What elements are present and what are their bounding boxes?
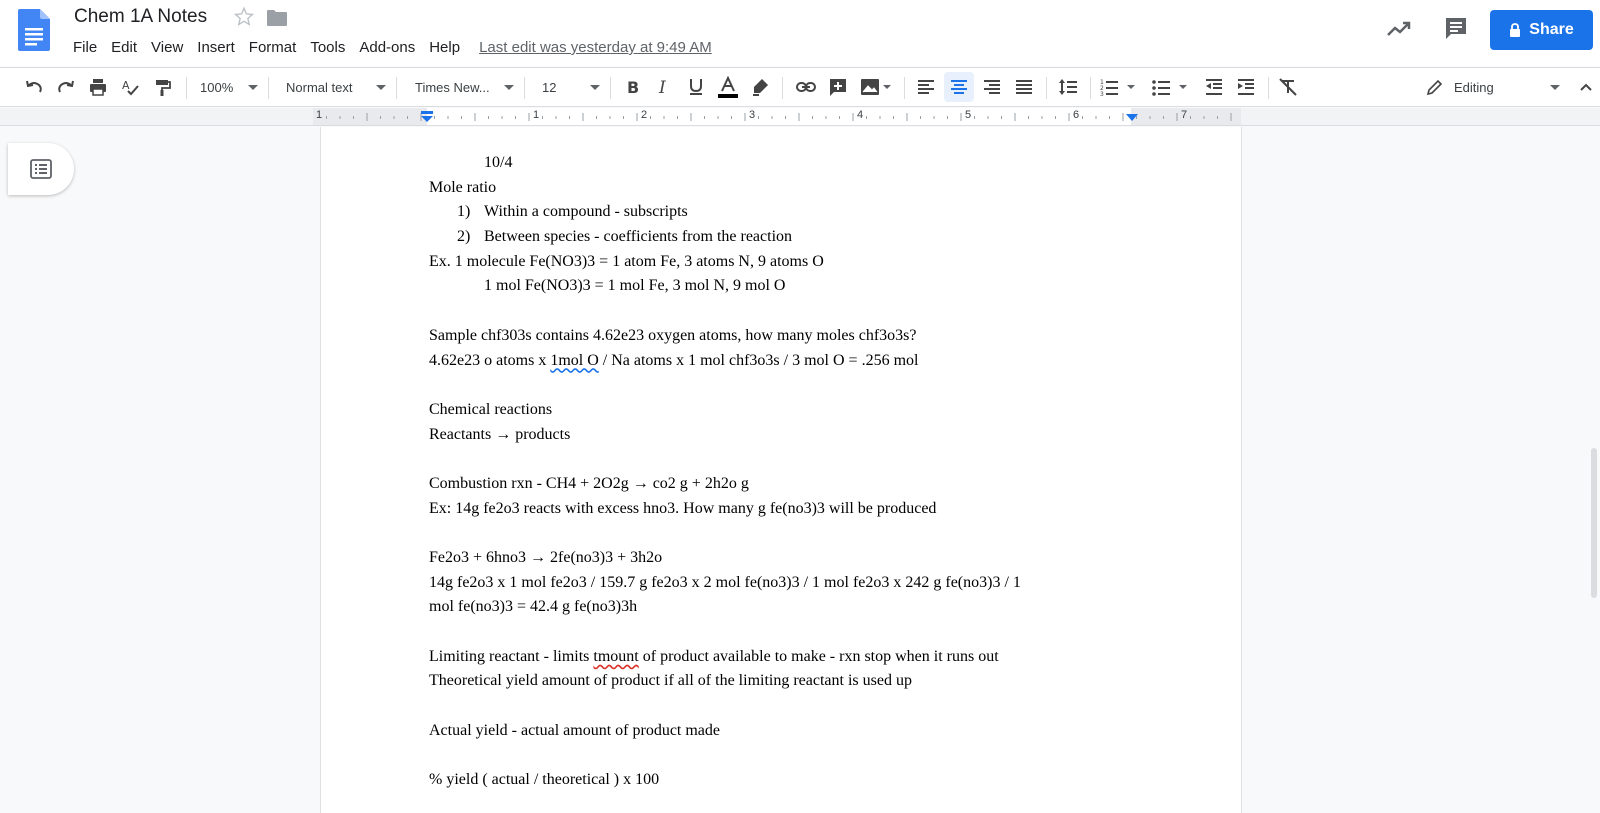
text-run: / Na atoms x 1 mol chf3o3s / 3 mol O = .256 mol xyxy=(598,351,919,369)
document-body[interactable] xyxy=(429,151,1129,793)
svg-text:3: 3 xyxy=(1100,91,1104,97)
justify-button[interactable] xyxy=(1010,68,1038,106)
menu-edit[interactable]: Edit xyxy=(111,39,138,56)
document-outline-button[interactable] xyxy=(8,143,74,195)
bold-icon xyxy=(622,77,642,97)
toolbar-divider xyxy=(610,77,611,99)
svg-text:A: A xyxy=(122,79,130,92)
comment-history-icon[interactable] xyxy=(1443,15,1469,41)
ruler[interactable] xyxy=(0,108,1600,126)
highlight-icon xyxy=(750,77,770,97)
outline-list-icon xyxy=(30,159,52,179)
text-line: Fe2o3 + 6hno3 → 2fe(no3)3 + 3h2o xyxy=(429,549,663,566)
text-color-button[interactable] xyxy=(714,68,742,106)
link-icon xyxy=(795,77,817,97)
paint-format-icon xyxy=(152,77,172,97)
chevron-down-icon xyxy=(248,85,258,90)
menu-help[interactable]: Help xyxy=(429,39,461,56)
insert-image-button[interactable] xyxy=(856,68,896,106)
lock-icon xyxy=(1509,23,1521,37)
list-text: Between species - coefficients from the reaction xyxy=(484,228,793,246)
align-right-icon xyxy=(982,77,1002,97)
print-button[interactable] xyxy=(84,68,112,106)
title-bar xyxy=(0,0,1600,66)
font-size-value: 12 xyxy=(542,79,557,95)
zoom-select[interactable] xyxy=(196,68,258,106)
redo-icon xyxy=(56,77,76,97)
line-spacing-button[interactable] xyxy=(1054,68,1082,106)
increase-indent-button[interactable] xyxy=(1232,68,1260,106)
italic-button[interactable] xyxy=(650,68,678,106)
increase-indent-icon xyxy=(1236,77,1256,97)
docs-logo-icon[interactable] xyxy=(18,9,50,51)
font-family-select[interactable] xyxy=(410,68,514,106)
ruler-label: 5 xyxy=(965,109,972,121)
text-run: Limiting reactant - limits xyxy=(429,647,594,665)
text-color-icon xyxy=(717,76,739,98)
list-item xyxy=(429,225,1129,250)
paint-format-button[interactable] xyxy=(148,68,176,106)
align-center-button[interactable] xyxy=(944,72,974,102)
undo-icon xyxy=(24,77,44,97)
ruler-label: 7 xyxy=(1181,109,1188,121)
toolbar-divider xyxy=(1046,77,1047,99)
ruler-label: 2 xyxy=(641,109,648,121)
zoom-value: 100% xyxy=(200,79,234,95)
chevron-down-icon xyxy=(590,85,600,90)
grammar-suggestion[interactable]: 1mol O xyxy=(550,351,599,369)
menu-insert[interactable]: Insert xyxy=(197,39,235,56)
text-run: 4.62e23 o atoms x xyxy=(429,351,551,369)
document-title[interactable]: Chem 1A Notes xyxy=(74,6,208,27)
redo-button[interactable] xyxy=(52,68,80,106)
numbered-list-button[interactable] xyxy=(1096,68,1142,106)
image-icon xyxy=(860,77,892,97)
menu-format[interactable]: Format xyxy=(248,39,297,56)
text-line: Actual yield - actual amount of product made xyxy=(429,721,721,739)
toolbar-divider xyxy=(186,77,187,99)
clear-formatting-icon xyxy=(1278,77,1298,97)
text-run: of product available to make - rxn stop when it runs out xyxy=(638,647,999,665)
text-line: Reactants → products xyxy=(429,425,571,443)
underline-icon xyxy=(686,77,706,97)
svg-text:B: B xyxy=(627,78,640,97)
align-right-button[interactable] xyxy=(978,68,1006,106)
list-number: 1) xyxy=(457,203,471,221)
formatting-toolbar xyxy=(0,67,1600,107)
add-comment-icon xyxy=(828,77,848,97)
blank-line xyxy=(429,447,1129,472)
ruler-label: 3 xyxy=(749,109,756,121)
align-center-icon xyxy=(949,77,969,97)
paragraph-style-value: Normal text xyxy=(286,79,353,95)
bold-button[interactable] xyxy=(618,68,646,106)
underline-button[interactable] xyxy=(682,68,710,106)
bulleted-list-button[interactable] xyxy=(1148,68,1194,106)
editing-mode-value: Editing xyxy=(1454,79,1494,95)
text-line: Ex: 14g fe2o3 reacts with excess hno3. How many g fe(no3)3 will be produced xyxy=(429,499,937,517)
print-icon xyxy=(88,77,108,97)
ruler-label: 4 xyxy=(857,109,864,121)
activity-trend-icon[interactable] xyxy=(1385,16,1413,40)
toolbar-divider xyxy=(524,77,525,99)
spellcheck-icon xyxy=(120,77,140,97)
highlight-color-button[interactable] xyxy=(746,68,774,106)
text-line xyxy=(429,349,1129,374)
svg-text:2: 2 xyxy=(1100,85,1104,92)
svg-text:I: I xyxy=(659,78,666,97)
list-number: 2) xyxy=(457,228,471,246)
decrease-indent-button[interactable] xyxy=(1200,68,1228,106)
align-left-button[interactable] xyxy=(912,68,940,106)
collapse-menus-button[interactable] xyxy=(1574,68,1598,106)
blank-line xyxy=(429,694,1129,719)
blank-line xyxy=(429,373,1129,398)
chevron-down-icon xyxy=(376,85,386,90)
ruler-label: 6 xyxy=(1073,109,1080,121)
line-spacing-icon xyxy=(1058,77,1078,97)
spelling-error[interactable]: tmount xyxy=(593,647,639,665)
blank-line xyxy=(429,299,1129,324)
vertical-scrollbar[interactable] xyxy=(1591,448,1597,598)
list-text: Within a compound - subscripts xyxy=(484,203,688,221)
menu-file[interactable]: File xyxy=(73,39,98,56)
paragraph-style-select[interactable] xyxy=(284,68,386,106)
last-edit-link[interactable]: Last edit was yesterday at 9:49 AM xyxy=(479,39,712,56)
toolbar-divider xyxy=(904,77,905,99)
toolbar-divider xyxy=(1090,77,1091,99)
star-icon[interactable] xyxy=(233,6,255,28)
menu-bar xyxy=(66,36,712,60)
align-left-icon xyxy=(916,77,936,97)
text-line: 1 mol Fe(NO3)3 = 1 mol Fe, 3 mol N, 9 mol O xyxy=(484,277,786,295)
right-indent-marker[interactable] xyxy=(1125,112,1139,124)
clear-formatting-button[interactable] xyxy=(1274,68,1302,106)
text-line xyxy=(429,645,1129,670)
spellcheck-button[interactable] xyxy=(116,68,144,106)
text-line: Combustion rxn - CH4 + 2O2g → co2 g + 2h2o g xyxy=(429,474,749,492)
list-item xyxy=(429,200,1129,225)
italic-icon xyxy=(654,77,674,97)
justify-icon xyxy=(1014,77,1034,97)
numbered-list-icon xyxy=(1099,77,1139,97)
document-canvas xyxy=(0,127,1600,813)
text-line: Chemical reactions xyxy=(429,400,553,418)
font-family-value: Times New... xyxy=(415,79,490,95)
heading-mole-ratio: Mole ratio xyxy=(429,178,497,196)
menu-addons[interactable]: Add-ons xyxy=(359,39,416,56)
text-line: Theoretical yield amount of product if all of the limiting reactant is used up xyxy=(429,672,912,690)
ruler-label: 1 xyxy=(533,109,540,121)
chevron-down-icon xyxy=(504,85,514,90)
font-size-select[interactable] xyxy=(540,68,600,106)
text-line: 14g fe2o3 x 1 mol fe2o3 / 159.7 g fe2o3 x 2 mol fe(no3)3 / 1 mol fe2o3 x 242 g fe(no3)3 / 1 xyxy=(429,573,1021,591)
document-page[interactable] xyxy=(320,127,1242,813)
ruler-label: 1 xyxy=(316,109,323,121)
left-indent-marker[interactable] xyxy=(420,110,434,124)
text-line: % yield ( actual / theoretical ) x 100 xyxy=(429,771,660,789)
blank-line xyxy=(429,521,1129,546)
blank-line xyxy=(429,620,1129,645)
svg-text:1: 1 xyxy=(1100,79,1104,86)
text-line: Ex. 1 molecule Fe(NO3)3 = 1 atom Fe, 3 atoms N, 9 atoms O xyxy=(429,252,824,270)
toolbar-divider xyxy=(1268,77,1269,99)
folder-icon[interactable] xyxy=(266,9,288,27)
add-comment-button[interactable] xyxy=(824,68,852,106)
toolbar-divider xyxy=(396,77,397,99)
ruler-ticks xyxy=(0,108,1600,126)
menu-view[interactable]: View xyxy=(151,39,184,56)
share-button[interactable] xyxy=(1490,10,1593,50)
insert-link-button[interactable] xyxy=(792,68,820,106)
editing-mode-select[interactable] xyxy=(1426,68,1560,106)
undo-button[interactable] xyxy=(20,68,48,106)
share-label: Share xyxy=(1529,21,1574,38)
date-line: 10/4 xyxy=(484,154,513,171)
collapse-icon xyxy=(1578,79,1594,95)
menu-tools[interactable]: Tools xyxy=(310,39,346,56)
toolbar-divider xyxy=(782,77,783,99)
blank-line xyxy=(429,744,1129,769)
decrease-indent-icon xyxy=(1204,77,1224,97)
text-line: Sample chf303s contains 4.62e23 oxygen atoms, how many moles chf3o3s? xyxy=(429,326,917,344)
toolbar-divider xyxy=(268,77,269,99)
text-line: mol fe(no3)3 = 42.4 g fe(no3)3h xyxy=(429,598,638,616)
pencil-icon xyxy=(1426,78,1444,96)
bulleted-list-icon xyxy=(1151,77,1191,97)
chevron-down-icon xyxy=(1550,85,1560,90)
